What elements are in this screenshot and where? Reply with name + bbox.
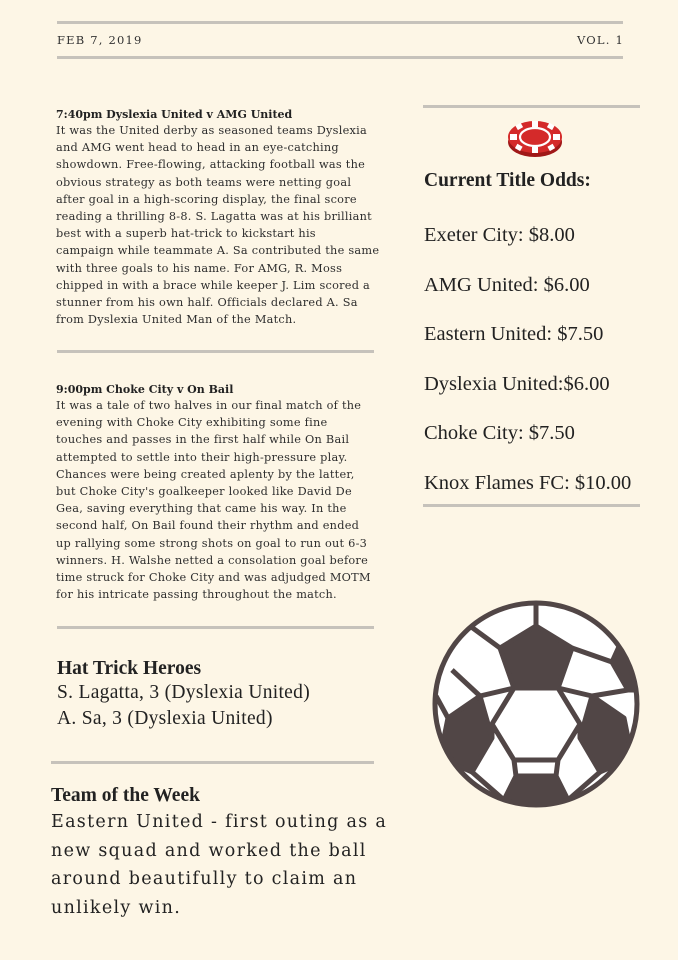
hat-trick-section (57, 658, 310, 730)
odds-item: Eastern United: $7.50 (424, 323, 604, 346)
article-line: reading a thrilling 8-8. S. Lagatta was at his brilliant (56, 210, 372, 224)
article-line: Gea, saving everything that came his way. In the (56, 502, 347, 516)
odds-item: Knox Flames FC: $10.00 (424, 471, 632, 494)
match-body (56, 397, 386, 603)
hat-trick-entry: A. Sa, 3 (Dyslexia United) (57, 708, 273, 729)
team-line: unlikely win. (51, 897, 182, 918)
article-line: Chances were being created aplenty by the latter, (56, 467, 355, 481)
article-line: winners. H. Walshe netted a consolation goal before (56, 553, 369, 567)
article-line: evening with Choke City exhibiting some fine (56, 416, 328, 430)
odds-rule-top (423, 105, 640, 108)
issue-date: FEB 7, 2019 (57, 33, 143, 47)
header-rule-bottom (57, 56, 623, 59)
team-of-week-body (51, 808, 391, 922)
article-line: attempted to settle into their high-pressure play. (56, 450, 348, 464)
odds-item: AMG United: $6.00 (424, 273, 590, 296)
article-line: chipped in with a brace while keeper J. Lim scored a (56, 278, 371, 292)
odds-title: Current Title Odds: (424, 170, 591, 191)
section-divider (57, 350, 374, 353)
odds-rule-bottom (423, 504, 640, 507)
match-title: 7:40pm Dyslexia United v AMG United (56, 108, 293, 121)
article-line: for his intricate passing throughout the match. (56, 588, 337, 602)
article-line: and AMG went head to head in an eye-catching (56, 141, 339, 155)
article-line: obvious strategy as both teams were netting goal (56, 175, 352, 189)
article-line: but Choke City's goalkeeper looked like David De (56, 485, 352, 499)
match-body (56, 122, 386, 328)
odds-item: Dyslexia United:$6.00 (424, 372, 610, 395)
odds-list (424, 224, 631, 502)
article-line: It was a tale of two halves in our final match of the (56, 399, 362, 412)
team-line: new squad and worked the ball (51, 840, 367, 861)
team-of-week-title: Team of the Week (51, 785, 200, 806)
poker-chip-icon (507, 116, 563, 160)
odds-item: Choke City: $7.50 (424, 422, 575, 445)
article-line: time struck for Choke City and was adjudged MOTM (56, 571, 371, 585)
hat-trick-title: Hat Trick Heroes (57, 658, 202, 679)
article-line: best with a superb hat-trick to kickstart his (56, 227, 316, 241)
team-line: Eastern United - first outing as a (51, 812, 388, 832)
section-divider (51, 761, 374, 764)
article-line: up rallying some strong shots on goal to run out 6-3 (56, 536, 368, 550)
article-line: with three goals to his name. For AMG, R. Moss (56, 261, 343, 275)
team-line: around beautifully to claim an (51, 869, 358, 889)
article-line: It was the United derby as seasoned teams Dyslexia (56, 124, 367, 137)
article-line: after goal in a high-scoring display, the final score (56, 192, 357, 206)
article-line: campaign while teammate A. Sa contributed the same (56, 244, 380, 258)
issue-volume: VOL. 1 (577, 33, 624, 47)
article-line: second half, On Bail found their rhythm and ended (56, 519, 360, 533)
article-line: stunner from his own half. Officials declared A. Sa (56, 296, 358, 310)
hat-trick-entry: S. Lagatta, 3 (Dyslexia United) (57, 682, 310, 703)
header-rule-top (57, 21, 623, 24)
article-line: from Dyslexia United Man of the Match. (56, 313, 297, 327)
article-line: touches and passes in the first half while On Bail (56, 433, 350, 447)
article-line: showdown. Free-flowing, attacking football was the (56, 158, 366, 172)
section-divider (57, 626, 374, 629)
match-report-1 (56, 108, 386, 328)
match-report-2 (56, 383, 386, 603)
soccer-ball-icon (432, 600, 640, 808)
match-title: 9:00pm Choke City v On Bail (56, 383, 234, 396)
odds-item: Exeter City: $8.00 (424, 224, 575, 246)
team-of-week-section (51, 785, 391, 922)
